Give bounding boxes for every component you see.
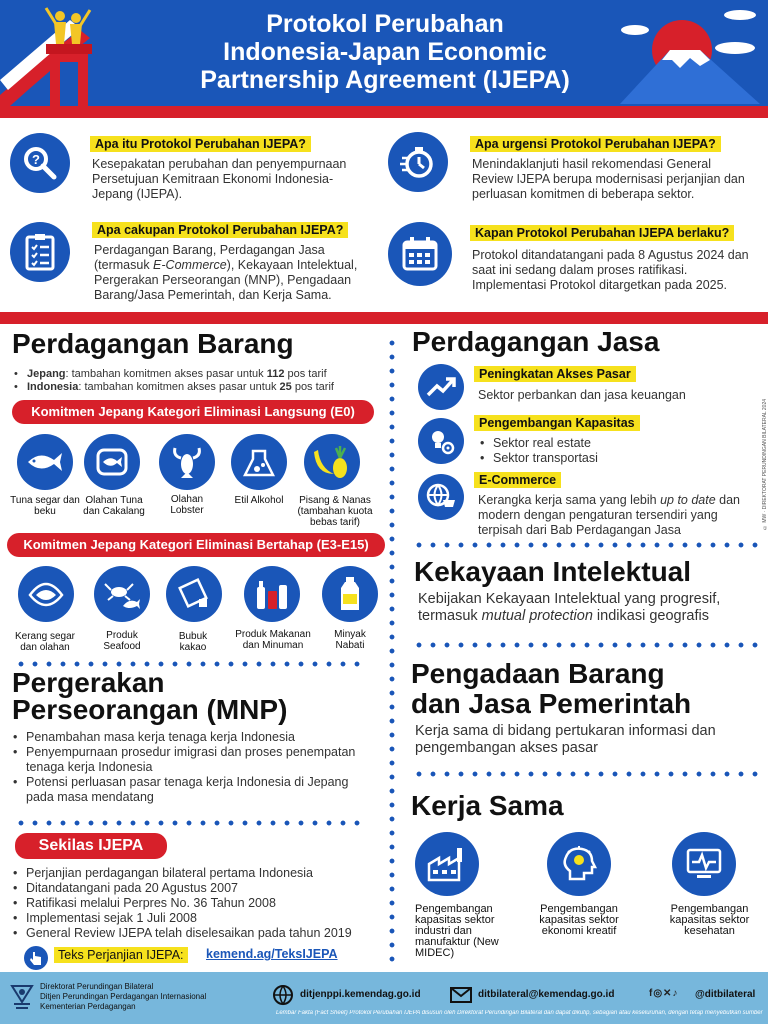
pill-e3-e15: Komitmen Jepang Kategori Eliminasi Bertahap (E3-E15) bbox=[7, 533, 385, 557]
health-monitor-icon bbox=[672, 832, 736, 896]
ki-title: Kekayaan Intelektual bbox=[414, 556, 692, 587]
faq-question-2: Apa urgensi Protokol Perubahan IJEPA? bbox=[470, 136, 721, 152]
ks-caption-1: Pengembangan kapasitas sektor industri dan manufaktur (New MIDEC) bbox=[415, 903, 499, 959]
social-icons: f◎✕♪ bbox=[649, 988, 679, 999]
jasa-label-2: Pengembangan Kapasitas bbox=[474, 415, 640, 431]
pbj-title: Pengadaan Barang dan Jasa Pemerintah bbox=[411, 658, 692, 719]
ki-text: Kebijakan Kekayaan Intelektual yang progresif, termasuk mutual protection indikasi geografis bbox=[418, 591, 721, 624]
e3-caption-5: Minyak Nabati bbox=[334, 629, 366, 651]
kemendag-logo bbox=[8, 982, 36, 1016]
mount-fuji-illustration bbox=[610, 0, 768, 106]
canned-tuna-icon bbox=[84, 434, 140, 490]
mnp-item: • Penambahan masa kerja tenaga kerja Indonesia bbox=[13, 730, 363, 745]
food-beverage-icon bbox=[244, 566, 300, 622]
e0-caption-4: Etil Alkohol bbox=[234, 495, 284, 506]
sekilas-list bbox=[13, 866, 373, 941]
email-icon bbox=[450, 986, 472, 1004]
tuna-icon bbox=[17, 434, 73, 490]
globe-icon bbox=[272, 984, 294, 1006]
calendar-icon bbox=[388, 222, 452, 286]
vertical-credit-note: © MW · DIREKTORAT PERUNDINGAN BILATERAL 2024 bbox=[762, 398, 768, 530]
footer bbox=[0, 972, 768, 1024]
e0-caption-2: Olahan Tuna dan Cakalang bbox=[83, 495, 145, 517]
jasa-bullet: • Sektor real estate bbox=[480, 436, 750, 451]
e3-caption-1: Kerang segar dan olahan bbox=[14, 631, 76, 653]
sekilas-item: • Perjanjian perdagangan bilateral pertama Indonesia bbox=[13, 866, 373, 881]
barang-item-indonesia: • Indonesia: tambahan komitmen akses pasar untuk 25 pos tarif bbox=[14, 381, 374, 394]
page-title: Protokol Perubahan Indonesia-Japan Economic Partnership Agreement (IJEPA) bbox=[200, 10, 570, 94]
e0-caption-5: Pisang & Nanas (tambahan kuota bebas tarif) bbox=[297, 495, 373, 528]
growth-chart-icon bbox=[418, 364, 464, 410]
mid-red-divider bbox=[0, 312, 768, 324]
faq-question-4: Kapan Protokol Perubahan IJEPA berlaku? bbox=[470, 225, 734, 241]
ks-caption-2: Pengembangan kapasitas sektor ekonomi kreatif bbox=[539, 903, 619, 937]
vertical-dotted-divider bbox=[389, 336, 395, 966]
faq-answer-2: Menindaklanjuti hasil rekomendasi General Review IJEPA berupa modernisasi perjanjian dan perluasan komitmen di beberapa sektor. bbox=[472, 157, 745, 201]
e0-caption-3: Olahan Lobster bbox=[170, 494, 204, 516]
sekilas-item: • Ratifikasi melalui Perpres No. 36 Tahun 2008 bbox=[13, 896, 373, 911]
ethyl-alcohol-icon bbox=[231, 434, 287, 490]
footer-email[interactable]: ditbilateral@kemendag.go.id bbox=[478, 989, 615, 1000]
footer-social[interactable]: @ditbilateral bbox=[695, 989, 756, 1000]
e3-caption-2: Produk Seafood bbox=[103, 630, 141, 652]
e3-caption-4: Produk Makanan dan Minuman bbox=[235, 629, 311, 651]
jasa-list-2 bbox=[480, 436, 750, 466]
sekilas-item: • Ditandatangani pada 20 Agustus 2007 bbox=[13, 881, 373, 896]
barang-item-jepang: • Jepang: tambahan komitmen akses pasar untuk 112 pos tarif bbox=[14, 368, 374, 381]
jasa-label-3: E-Commerce bbox=[474, 472, 561, 488]
faq-answer-4: Protokol ditandatangani pada 8 Agustus 2024 dan saat ini sedang dalam proses ratifikasi. Implementasi Protokol ditargetkan pada 2025. bbox=[472, 248, 749, 292]
lobster-icon bbox=[159, 434, 215, 490]
vegetable-oil-icon bbox=[322, 566, 378, 622]
dotted-divider bbox=[14, 820, 368, 826]
clam-icon bbox=[18, 566, 74, 622]
faq-answer-1: Kesepakatan perubahan dan penyempurnaan Persetujuan Kemitraan Ekonomi Indonesia-Jepang (IJEPA). bbox=[92, 157, 347, 201]
factory-icon bbox=[415, 832, 479, 896]
stopwatch-icon bbox=[388, 132, 448, 192]
pill-e0: Komitmen Jepang Kategori Eliminasi Langsung (E0) bbox=[12, 400, 374, 424]
barang-title: Perdagangan Barang bbox=[12, 328, 294, 359]
mnp-list bbox=[13, 730, 363, 805]
pbj-text: Kerja sama di bidang pertukaran informasi dan pengembangan akses pasar bbox=[415, 723, 716, 756]
lightbulb-gear-icon bbox=[418, 418, 464, 464]
sekilas-title: Sekilas IJEPA bbox=[15, 833, 167, 859]
faq-answer-3: Perdagangan Barang, Perdagangan Jasa (termasuk E-Commerce), Kekayaan Intelektual, Pergerakan Perseorangan (MNP), Pengadaan Barang/Jasa Pemerintah, dan Kerja Sama. bbox=[94, 243, 358, 302]
sekilas-item: • General Review IJEPA telah diselesaikan pada tahun 2019 bbox=[13, 926, 373, 941]
dotted-divider bbox=[412, 542, 762, 548]
dotted-divider bbox=[412, 642, 762, 648]
sekilas-item: • Implementasi sejak 1 Juli 2008 bbox=[13, 911, 373, 926]
globe-cart-icon bbox=[418, 474, 464, 520]
faq-question-1: Apa itu Protokol Perubahan IJEPA? bbox=[90, 136, 311, 152]
treaty-link-label: Teks Perjanjian IJEPA: bbox=[54, 947, 188, 963]
monument-illustration bbox=[0, 0, 110, 106]
jasa-title: Perdagangan Jasa bbox=[412, 326, 660, 357]
magnifier-icon bbox=[10, 133, 70, 193]
dotted-divider bbox=[412, 771, 762, 777]
jasa-text-3: Kerangka kerja sama yang lebih up to date dan modern dengan pengaturan tersendiri yang terpisah dari Bab Perdagangan Jasa bbox=[478, 493, 741, 537]
cocoa-powder-icon bbox=[166, 566, 222, 622]
top-red-divider bbox=[0, 106, 768, 118]
faq-question-3: Apa cakupan Protokol Perubahan IJEPA? bbox=[92, 222, 348, 238]
footer-org: Direktorat Perundingan Bilateral Ditjen Perundingan Perdagangan Internasional Kementerian Perdagangan bbox=[40, 982, 207, 1011]
barang-list bbox=[14, 368, 374, 394]
ks-caption-3: Pengembangan kapasitas sektor kesehatan bbox=[669, 903, 750, 937]
checklist-icon bbox=[10, 222, 70, 282]
ks-title: Kerja Sama bbox=[411, 790, 564, 821]
e0-caption-1: Tuna segar dan beku bbox=[10, 495, 80, 517]
hand-pointer-icon bbox=[24, 946, 48, 970]
mnp-item: • Potensi perluasan pasar tenaga kerja Indonesia di Jepang pada masa mendatang bbox=[13, 775, 363, 805]
banana-pineapple-icon bbox=[304, 434, 360, 490]
jasa-bullet: • Sektor transportasi bbox=[480, 451, 750, 466]
mnp-item: • Penyempurnaan prosedur imigrasi dan proses penempatan tenaga kerja Indonesia bbox=[13, 745, 363, 775]
jasa-text-1: Sektor perbankan dan jasa keuangan bbox=[478, 388, 686, 402]
footer-note: Lembar Fakta (Fact Sheet) Protokol Perubahan IJEPA disusun oleh Direktorat Perundingan Bilateral dan dapat dikutip, sebagian atau keseluruhan, dengan tetap menyebutkan sumber bbox=[276, 1010, 763, 1016]
header-banner bbox=[0, 0, 768, 106]
treaty-link[interactable]: kemend.ag/TeksIJEPA bbox=[206, 947, 338, 961]
svg-text:?: ? bbox=[32, 152, 40, 167]
creative-head-icon bbox=[547, 832, 611, 896]
crab-seafood-icon bbox=[94, 566, 150, 622]
jasa-label-1: Peningkatan Akses Pasar bbox=[474, 366, 636, 382]
footer-website[interactable]: ditjenppi.kemendag.go.id bbox=[300, 989, 421, 1000]
e3-caption-3: Bubuk kakao bbox=[178, 631, 208, 653]
mnp-title: Pergerakan Perseorangan (MNP) bbox=[12, 667, 288, 725]
